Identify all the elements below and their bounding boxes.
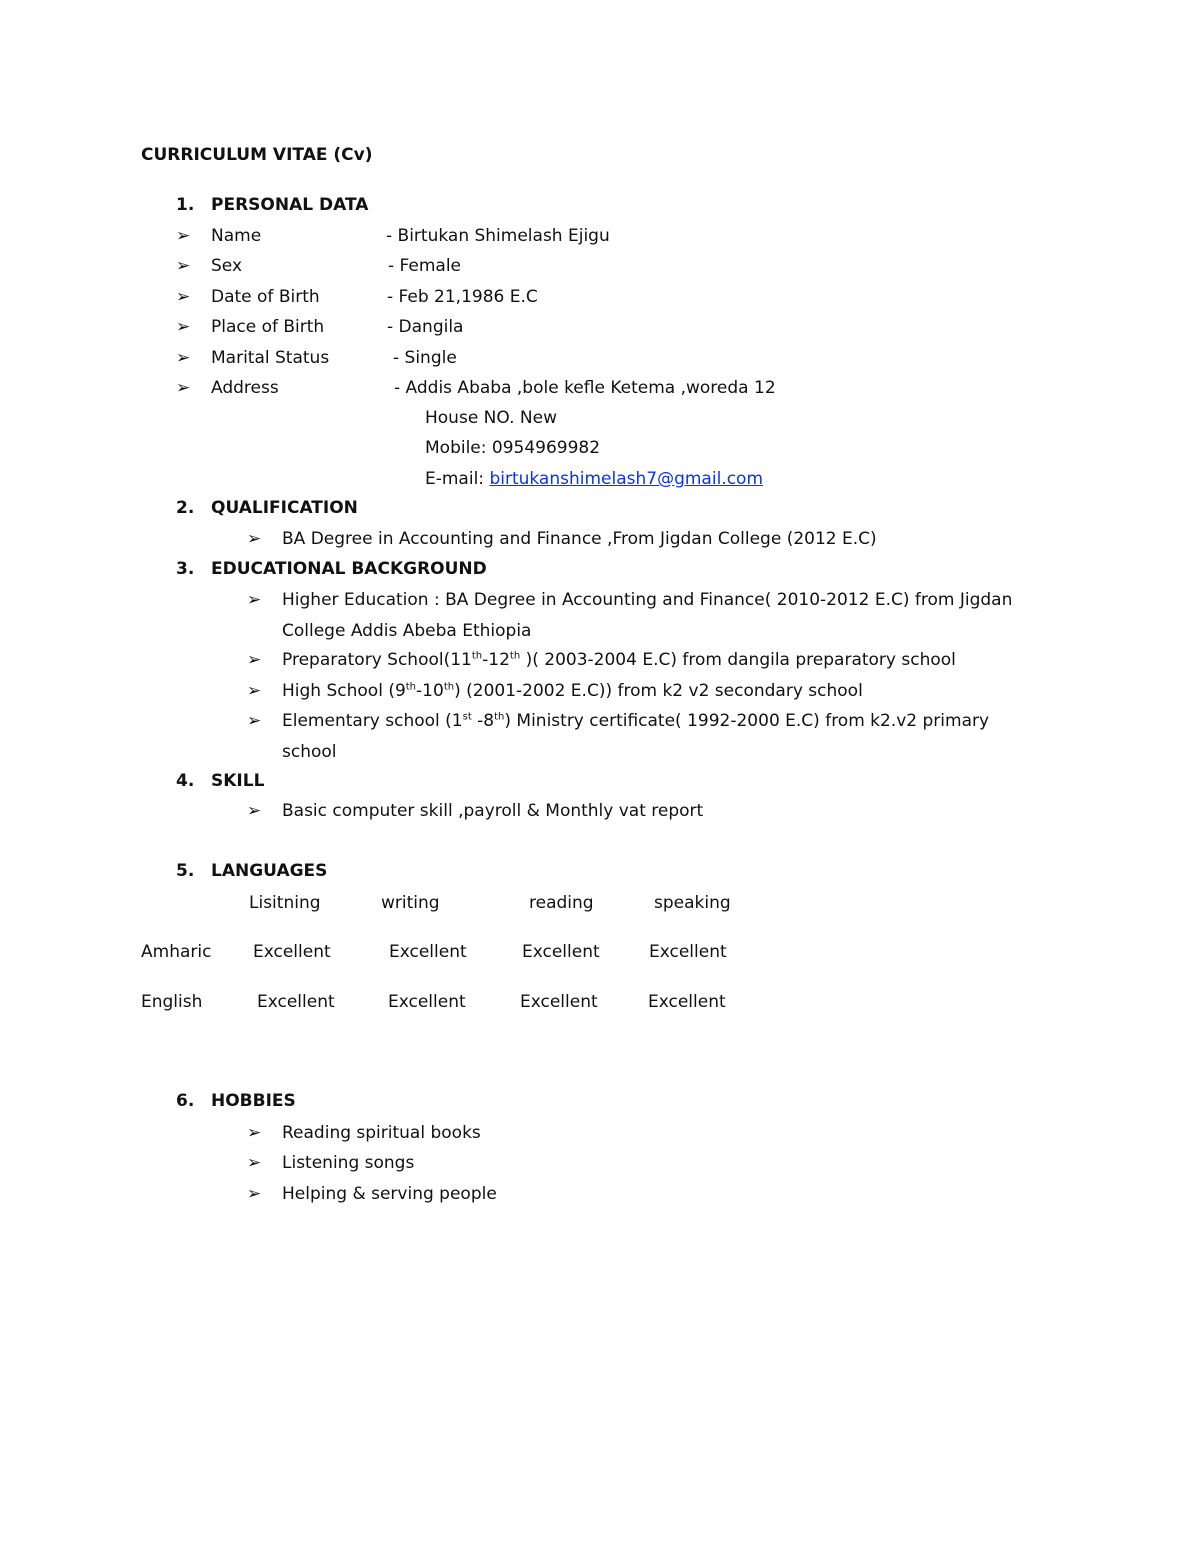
- arrow-bullet-icon: ➢: [176, 348, 191, 368]
- section-heading-education: EDUCATIONAL BACKGROUND: [211, 559, 487, 579]
- education-elementary-line2: school: [282, 742, 337, 762]
- address-house: House NO. New: [425, 408, 557, 428]
- field-value-address: - Addis Ababa ,bole kefle Ketema ,woreda 12: [394, 378, 776, 398]
- field-label-sex: Sex: [211, 256, 243, 276]
- section-number-personal: 1.: [176, 195, 195, 215]
- language-name: English: [141, 992, 203, 1012]
- qualification-item: BA Degree in Accounting and Finance ,From Jigdan College (2012 E.C): [282, 529, 877, 549]
- hobby-item: Helping & serving people: [282, 1184, 497, 1204]
- language-column-header: reading: [529, 893, 594, 913]
- language-level: Excellent: [389, 942, 467, 962]
- section-number-languages: 5.: [176, 861, 195, 881]
- language-level: Excellent: [522, 942, 600, 962]
- language-name: Amharic: [141, 942, 212, 962]
- field-value-date-of-birth: - Feb 21,1986 E.C: [387, 287, 538, 307]
- language-column-header: speaking: [654, 893, 731, 913]
- arrow-bullet-icon: ➢: [247, 590, 262, 610]
- section-number-skill: 4.: [176, 771, 195, 791]
- email-label: E-mail:: [425, 469, 490, 489]
- section-heading-personal: PERSONAL DATA: [211, 195, 369, 215]
- section-heading-languages: LANGUAGES: [211, 861, 328, 881]
- language-level: Excellent: [648, 992, 726, 1012]
- field-label-place-of-birth: Place of Birth: [211, 317, 325, 337]
- language-column-header: Lisitning: [249, 893, 321, 913]
- arrow-bullet-icon: ➢: [176, 226, 191, 246]
- field-value-sex: - Female: [388, 256, 462, 276]
- hobby-item: Reading spiritual books: [282, 1123, 481, 1143]
- field-value-place-of-birth: - Dangila: [387, 317, 464, 337]
- field-label-date-of-birth: Date of Birth: [211, 287, 320, 307]
- language-level: Excellent: [649, 942, 727, 962]
- hobby-item: Listening songs: [282, 1153, 415, 1173]
- document-title: CURRICULUM VITAE (Cv): [141, 145, 373, 165]
- education-higher-line2: College Addis Abeba Ethiopia: [282, 621, 532, 641]
- language-level: Excellent: [520, 992, 598, 1012]
- arrow-bullet-icon: ➢: [247, 1153, 262, 1173]
- arrow-bullet-icon: ➢: [176, 287, 191, 307]
- field-value-marital-status: - Single: [393, 348, 457, 368]
- language-level: Excellent: [388, 992, 466, 1012]
- section-number-education: 3.: [176, 559, 195, 579]
- arrow-bullet-icon: ➢: [247, 801, 262, 821]
- section-heading-skill: SKILL: [211, 771, 265, 791]
- education-preparatory: Preparatory School(11th-12th )( 2003-2004 E.C) from dangila preparatory school: [282, 650, 956, 670]
- field-value-name: - Birtukan Shimelash Ejigu: [386, 226, 610, 246]
- field-label-marital-status: Marital Status: [211, 348, 330, 368]
- language-column-header: writing: [381, 893, 440, 913]
- arrow-bullet-icon: ➢: [176, 256, 191, 276]
- arrow-bullet-icon: ➢: [176, 378, 191, 398]
- arrow-bullet-icon: ➢: [247, 1184, 262, 1204]
- arrow-bullet-icon: ➢: [247, 711, 262, 731]
- skill-item: Basic computer skill ,payroll & Monthly vat report: [282, 801, 704, 821]
- education-elementary: Elementary school (1st -8th) Ministry certificate( 1992-2000 E.C) from k2.v2 primary: [282, 711, 990, 731]
- section-number-hobbies: 6.: [176, 1091, 195, 1111]
- arrow-bullet-icon: ➢: [247, 1123, 262, 1143]
- email-link[interactable]: birtukanshimelash7@gmail.com: [489, 469, 764, 489]
- arrow-bullet-icon: ➢: [247, 650, 262, 670]
- language-level: Excellent: [257, 992, 335, 1012]
- arrow-bullet-icon: ➢: [247, 681, 262, 701]
- field-label-address: Address: [211, 378, 279, 398]
- section-heading-hobbies: HOBBIES: [211, 1091, 296, 1111]
- email-line: [425, 468, 763, 490]
- section-heading-qualification: QUALIFICATION: [211, 498, 358, 518]
- address-mobile: Mobile: 0954969982: [425, 438, 601, 458]
- language-level: Excellent: [253, 942, 331, 962]
- education-higher-line1: Higher Education : BA Degree in Accounting and Finance( 2010-2012 E.C) from Jigdan: [282, 590, 1013, 610]
- section-number-qualification: 2.: [176, 498, 195, 518]
- arrow-bullet-icon: ➢: [247, 529, 262, 549]
- arrow-bullet-icon: ➢: [176, 317, 191, 337]
- field-label-name: Name: [211, 226, 262, 246]
- education-high-school: High School (9th-10th) (2001-2002 E.C)) from k2 v2 secondary school: [282, 681, 863, 701]
